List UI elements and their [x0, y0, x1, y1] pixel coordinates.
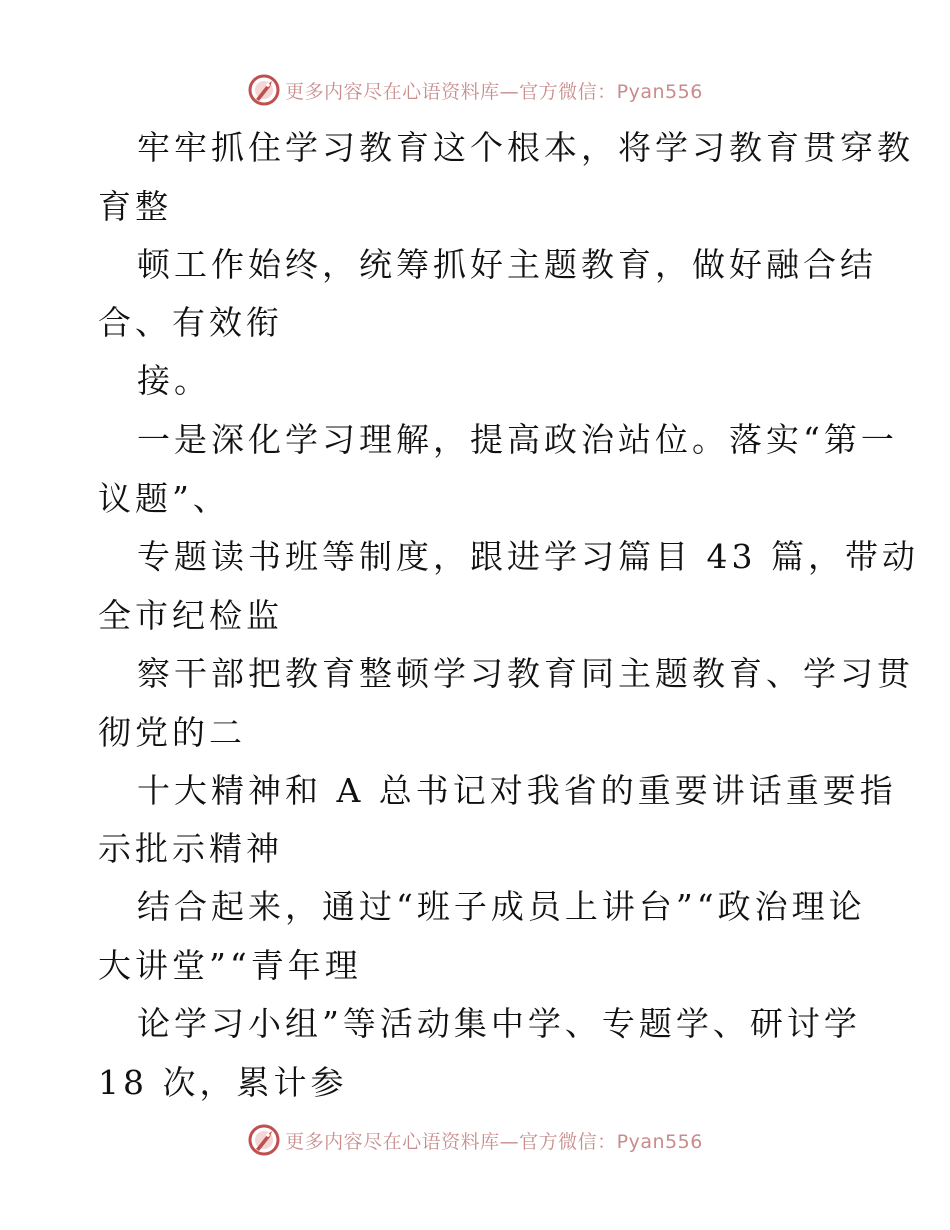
body-line: 牢牢抓住学习教育这个根本，将学习教育贯穿教: [137, 128, 914, 167]
body-line: 彻党的二: [98, 713, 246, 752]
watermark-text: 更多内容尽在心语资料库—官方微信：Pyan556: [285, 1130, 703, 1153]
body-line: 专题读书班等制度，跟进学习篇目 43 篇，带动: [137, 537, 919, 576]
body-line: 顿工作始终，统筹抓好主题教育，做好融合结: [137, 245, 877, 284]
pen-nib-logo-icon: [247, 1123, 281, 1157]
body-line: 18 次，累计参: [98, 1063, 348, 1102]
body-line: 结合起来，通过“班子成员上讲台”“政治理论: [137, 887, 866, 926]
body-line: 大讲堂”“青年理: [98, 946, 362, 985]
body-line: 育整: [98, 187, 172, 226]
body-line: 示批示精神: [98, 829, 283, 868]
body-line: 十大精神和 A 总书记对我省的重要讲话重要指: [137, 771, 897, 810]
footer-watermark: [0, 1120, 950, 1160]
body-line: 合、有效衔: [98, 303, 283, 342]
body-line: 全市纪检监: [98, 596, 283, 635]
body-line: 一是深化学习理解，提高政治站位。落实“第一: [137, 420, 898, 459]
watermark-text: 更多内容尽在心语资料库—官方微信：Pyan556: [285, 80, 703, 103]
body-line: 论学习小组”等活动集中学、专题学、研讨学: [137, 1004, 861, 1043]
body-line: 议题”、: [98, 479, 230, 518]
body-line: 接。: [137, 361, 211, 400]
body-line: 察干部把教育整顿学习教育同主题教育、学习贯: [137, 654, 914, 693]
